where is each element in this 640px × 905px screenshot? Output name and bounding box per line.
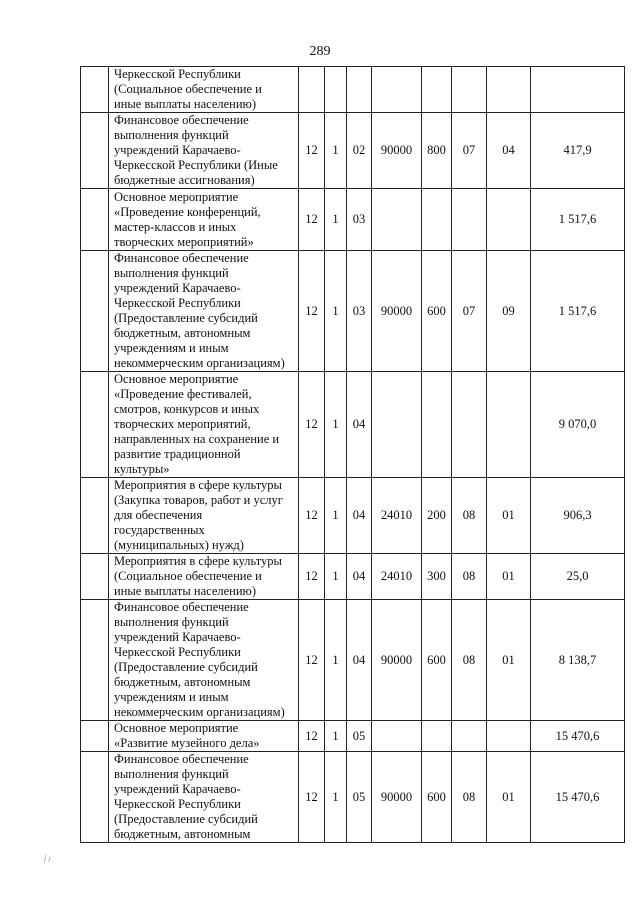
- code-cell: [452, 67, 487, 113]
- code-cell: [325, 67, 347, 113]
- code-cell: [422, 372, 452, 478]
- empty-cell: [81, 372, 109, 478]
- table-row: [81, 721, 625, 752]
- table-row: [81, 372, 625, 478]
- code-cell: 24010: [372, 478, 422, 554]
- code-cell: [372, 189, 422, 251]
- code-cell: 07: [452, 251, 487, 372]
- amount-cell: 25,0: [531, 554, 625, 600]
- table-row: [81, 113, 625, 189]
- amount-cell: 1 517,6: [531, 189, 625, 251]
- table-row: [81, 478, 625, 554]
- table-row: [81, 554, 625, 600]
- code-cell: 1: [325, 752, 347, 843]
- code-cell: 01: [487, 478, 531, 554]
- page-number: 289: [309, 44, 331, 59]
- code-cell: 1: [325, 478, 347, 554]
- code-cell: 02: [347, 113, 372, 189]
- code-cell: 03: [347, 251, 372, 372]
- empty-cell: [81, 721, 109, 752]
- row-name: Финансовое обеспечение выполнения функций учреждений Карачаево- Черкесской Республики (Предоставление субсидий бюджетным, автономным: [109, 752, 299, 843]
- amount-cell: 15 470,6: [531, 721, 625, 752]
- code-cell: [452, 721, 487, 752]
- amount-cell: 1 517,6: [531, 251, 625, 372]
- code-cell: 300: [422, 554, 452, 600]
- code-cell: 12: [299, 113, 325, 189]
- code-cell: [422, 67, 452, 113]
- code-cell: 1: [325, 554, 347, 600]
- code-cell: 04: [347, 478, 372, 554]
- code-cell: 90000: [372, 600, 422, 721]
- code-cell: 1: [325, 372, 347, 478]
- code-cell: [372, 67, 422, 113]
- amount-cell: 8 138,7: [531, 600, 625, 721]
- code-cell: 200: [422, 478, 452, 554]
- code-cell: 01: [487, 554, 531, 600]
- code-cell: 600: [422, 251, 452, 372]
- budget-table: [80, 66, 625, 843]
- code-cell: [452, 189, 487, 251]
- empty-cell: [81, 67, 109, 113]
- code-cell: 1: [325, 113, 347, 189]
- empty-cell: [81, 752, 109, 843]
- code-cell: [487, 372, 531, 478]
- code-cell: 90000: [372, 752, 422, 843]
- row-name: Черкесской Республики (Социальное обеспечение и иные выплаты населению): [109, 67, 299, 113]
- amount-cell: 906,3: [531, 478, 625, 554]
- amount-cell: 15 470,6: [531, 752, 625, 843]
- code-cell: 04: [347, 554, 372, 600]
- code-cell: 08: [452, 752, 487, 843]
- code-cell: 12: [299, 721, 325, 752]
- row-name: Основное мероприятие «Проведение фестивалей, смотров, конкурсов и иных творческих мероприятий, направленных на сохранение и развитие традиционной культуры»: [109, 372, 299, 478]
- empty-cell: [81, 478, 109, 554]
- row-name: Мероприятия в сфере культуры (Закупка товаров, работ и услуг для обеспечения государственных (муниципальных) нужд): [109, 478, 299, 554]
- code-cell: 05: [347, 752, 372, 843]
- code-cell: 09: [487, 251, 531, 372]
- code-cell: [422, 721, 452, 752]
- code-cell: 1: [325, 721, 347, 752]
- code-cell: [487, 67, 531, 113]
- table-row: [81, 600, 625, 721]
- code-cell: [487, 189, 531, 251]
- code-cell: [299, 67, 325, 113]
- code-cell: 12: [299, 251, 325, 372]
- code-cell: 05: [347, 721, 372, 752]
- code-cell: 1: [325, 251, 347, 372]
- code-cell: 90000: [372, 113, 422, 189]
- row-name: Финансовое обеспечение выполнения функций учреждений Карачаево- Черкесской Республики (Предоставление субсидий бюджетным, автономным учреждениям и иным некоммерческим организациям): [109, 600, 299, 721]
- code-cell: 01: [487, 752, 531, 843]
- code-cell: 12: [299, 189, 325, 251]
- code-cell: 08: [452, 600, 487, 721]
- code-cell: 04: [347, 600, 372, 721]
- code-cell: 24010: [372, 554, 422, 600]
- code-cell: 600: [422, 600, 452, 721]
- table-row: [81, 67, 625, 113]
- code-cell: 1: [325, 600, 347, 721]
- empty-cell: [81, 189, 109, 251]
- amount-cell: 417,9: [531, 113, 625, 189]
- row-name: Финансовое обеспечение выполнения функций учреждений Карачаево- Черкесской Республики (Предоставление субсидий бюджетным, автономным учреждениям и иным некоммерческим организациям): [109, 251, 299, 372]
- code-cell: 04: [487, 113, 531, 189]
- code-cell: 12: [299, 752, 325, 843]
- row-name: Мероприятия в сфере культуры (Социальное обеспечение и иные выплаты населению): [109, 554, 299, 600]
- code-cell: [372, 721, 422, 752]
- code-cell: [452, 372, 487, 478]
- code-cell: 12: [299, 372, 325, 478]
- table-row: [81, 189, 625, 251]
- code-cell: 08: [452, 478, 487, 554]
- handwritten-mark: ⁄⸝: [42, 850, 54, 865]
- row-name: Финансовое обеспечение выполнения функций учреждений Карачаево- Черкесской Республики (Иные бюджетные ассигнования): [109, 113, 299, 189]
- row-name: Основное мероприятие «Проведение конференций, мастер-классов и иных творческих мероприятий»: [109, 189, 299, 251]
- code-cell: 07: [452, 113, 487, 189]
- code-cell: 1: [325, 189, 347, 251]
- code-cell: 04: [347, 372, 372, 478]
- code-cell: [372, 372, 422, 478]
- code-cell: 90000: [372, 251, 422, 372]
- amount-cell: 9 070,0: [531, 372, 625, 478]
- code-cell: 800: [422, 113, 452, 189]
- code-cell: [347, 67, 372, 113]
- code-cell: [422, 189, 452, 251]
- code-cell: 08: [452, 554, 487, 600]
- code-cell: 600: [422, 752, 452, 843]
- table-row: [81, 251, 625, 372]
- row-name: Основное мероприятие «Развитие музейного дела»: [109, 721, 299, 752]
- table-body: [81, 67, 625, 843]
- code-cell: [487, 721, 531, 752]
- empty-cell: [81, 113, 109, 189]
- code-cell: 12: [299, 554, 325, 600]
- amount-cell: [531, 67, 625, 113]
- empty-cell: [81, 251, 109, 372]
- code-cell: 12: [299, 478, 325, 554]
- code-cell: 03: [347, 189, 372, 251]
- table-row: [81, 752, 625, 843]
- empty-cell: [81, 554, 109, 600]
- code-cell: 01: [487, 600, 531, 721]
- empty-cell: [81, 600, 109, 721]
- code-cell: 12: [299, 600, 325, 721]
